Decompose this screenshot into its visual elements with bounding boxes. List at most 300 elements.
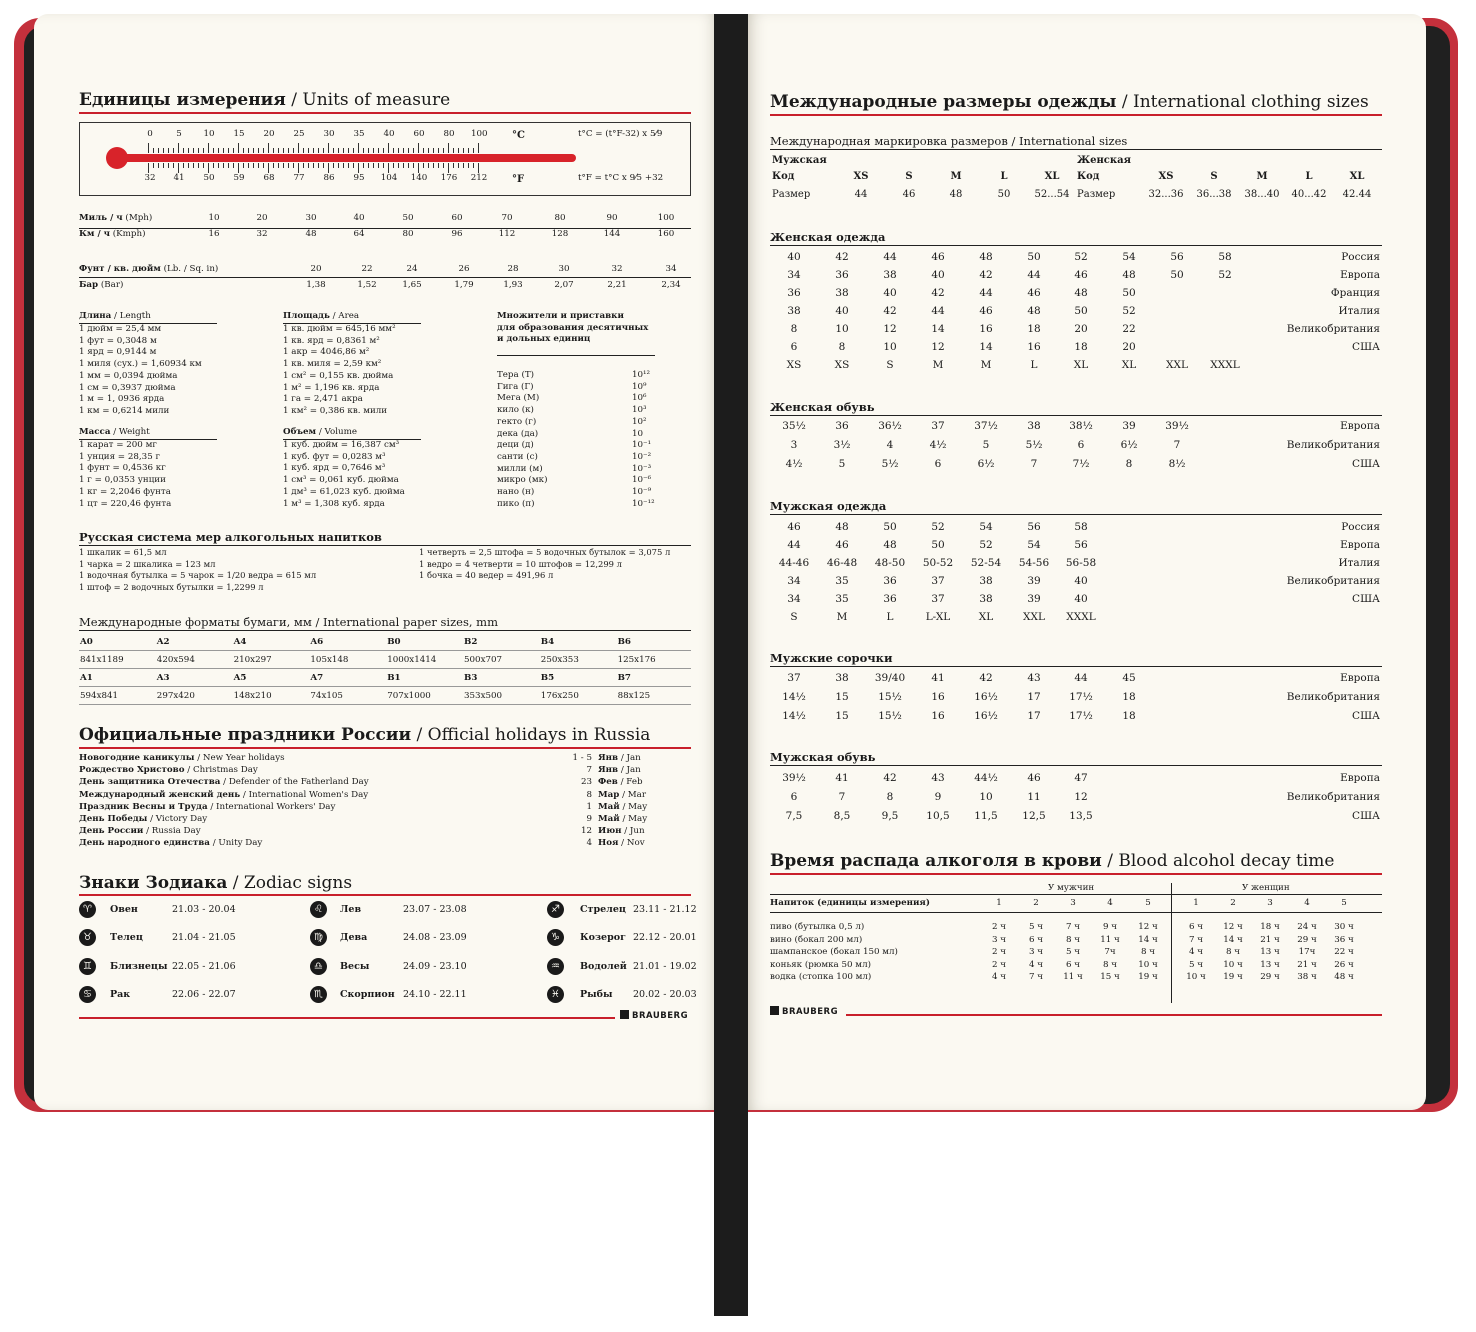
size-cell: 5 bbox=[982, 439, 990, 451]
size-cell: 22 bbox=[1122, 323, 1136, 335]
holiday-day: 12 bbox=[580, 826, 592, 837]
size-cell: 34 bbox=[787, 269, 801, 281]
holiday-ru: День защитника Отечества bbox=[79, 777, 221, 788]
paper-sizes-title: Международные форматы бумаги, мм / International paper sizes, mm bbox=[79, 615, 498, 629]
fahrenheit-formula: t°F = t°C x 9⁄5 +32 bbox=[578, 173, 664, 183]
speed-value: 70 bbox=[501, 213, 513, 223]
size-cell: 36 bbox=[883, 575, 897, 587]
size-cell: 6½ bbox=[1120, 439, 1138, 451]
speed-unit-en: (Kmph) bbox=[110, 229, 146, 239]
women-decay-time: 19 ч bbox=[1223, 972, 1243, 982]
area-row: 1 кв. ярд = 0,8361 м² bbox=[283, 335, 380, 346]
speed-value: 60 bbox=[451, 213, 463, 223]
pressure-value: 34 bbox=[665, 264, 677, 274]
size-cell: S bbox=[790, 611, 798, 623]
women-decay-time: 29 ч bbox=[1297, 934, 1317, 945]
women-decay-time: 13 ч bbox=[1260, 947, 1280, 957]
pressure-value: 1,93 bbox=[503, 280, 523, 290]
prefix-name: деци (д) bbox=[497, 440, 534, 451]
tick-mark bbox=[453, 148, 454, 153]
tick-mark bbox=[373, 148, 374, 153]
size-cell: 36 bbox=[787, 287, 801, 299]
holiday-ru: Праздник Весны и Труда bbox=[79, 801, 208, 812]
size-cell: 50-52 bbox=[922, 557, 954, 569]
divider bbox=[770, 666, 1382, 667]
tick-mark bbox=[363, 163, 364, 168]
area-row: 1 см² = 0,155 кв. дюйма bbox=[283, 370, 394, 381]
tick-mark bbox=[388, 163, 389, 173]
tick-mark bbox=[343, 148, 344, 153]
size-cell: 58 bbox=[1218, 251, 1232, 263]
right-page bbox=[746, 14, 1426, 1110]
men_shirts-title: Мужские сорочки bbox=[770, 651, 893, 665]
tick-mark bbox=[303, 163, 304, 168]
volume-row: 1 м³ = 1,308 куб. ярда bbox=[283, 498, 385, 509]
volume-row: 1 дм³ = 61,023 куб. дюйма bbox=[283, 486, 405, 497]
size-cell: 54 bbox=[1027, 539, 1041, 551]
celsius-tick-marks bbox=[148, 143, 482, 153]
size-cell: XL bbox=[978, 611, 994, 623]
pressure-value: 2,07 bbox=[554, 280, 574, 290]
pressure-value: 28 bbox=[507, 264, 519, 274]
size-cell: 35 bbox=[835, 575, 849, 587]
celsius-tick-label: 25 bbox=[293, 129, 305, 139]
prefix-factor: 10⁻⁶ bbox=[632, 475, 652, 486]
tick-mark bbox=[353, 148, 354, 153]
zodiac-sign-icon: ♋ bbox=[79, 986, 96, 1003]
drink-name: коньяк (рюмка 50 мл) bbox=[770, 959, 871, 970]
size-cell: XL bbox=[1073, 359, 1089, 371]
paper-cell: 250x353 bbox=[540, 655, 579, 665]
size-cell: 40 bbox=[931, 269, 945, 281]
women-decay-time: 24 ч bbox=[1297, 922, 1317, 932]
divider bbox=[770, 514, 1382, 515]
paper-cell: 176x250 bbox=[540, 691, 579, 701]
size-cell: 46 bbox=[931, 251, 945, 263]
holiday-month-ru: Янв bbox=[598, 765, 619, 776]
size-cell: 16 bbox=[931, 691, 945, 703]
pressure-row-label bbox=[79, 264, 218, 276]
speed-value: 40 bbox=[353, 213, 365, 223]
size-cell: 52 bbox=[1074, 251, 1088, 263]
tick-mark bbox=[378, 163, 379, 168]
drink-name: шампанское (бокал 150 мл) bbox=[770, 947, 898, 957]
size-cell: 38 bbox=[835, 287, 849, 299]
speed-row-label bbox=[79, 213, 152, 225]
paper-cell: 297x420 bbox=[156, 691, 195, 701]
zodiac-dates: 24.10 - 22.11 bbox=[403, 988, 467, 1000]
length-row: 1 см = 0,3937 дюйма bbox=[79, 382, 176, 393]
size-cell: 5½ bbox=[1025, 439, 1043, 451]
holiday-month-en: / Feb bbox=[617, 777, 643, 788]
length-row: 1 мм = 0,0394 дюйма bbox=[79, 370, 178, 381]
size-cell: 42 bbox=[835, 251, 849, 263]
zodiac-name: Скорпион bbox=[340, 988, 395, 1000]
country-label: Россия bbox=[1341, 521, 1380, 533]
volume-row: 1 куб. ярд = 0,7646 м³ bbox=[283, 463, 386, 474]
size-cell: 8½ bbox=[1168, 458, 1186, 470]
holiday-month bbox=[598, 777, 643, 789]
zodiac-name: Рак bbox=[110, 988, 131, 1000]
size-cell: 44 bbox=[883, 251, 897, 263]
tick-mark bbox=[363, 148, 364, 153]
holiday-row bbox=[79, 826, 201, 838]
size-cell: 42 bbox=[979, 672, 993, 684]
mass-row: 1 цт = 220,46 фунта bbox=[79, 498, 172, 509]
country-label: Италия bbox=[1338, 305, 1380, 317]
tick-mark bbox=[233, 163, 234, 168]
speed-row-label bbox=[79, 229, 145, 241]
men-code: S bbox=[905, 171, 913, 182]
men-decay-time: 5 ч bbox=[1065, 947, 1081, 957]
speed-value: 20 bbox=[256, 213, 268, 223]
holiday-month-en: / May bbox=[619, 814, 648, 824]
men-size-label: Размер bbox=[772, 189, 811, 200]
women-decay-time: 14 ч bbox=[1223, 934, 1243, 945]
length-row: 1 миля (сух.) = 1,60934 км bbox=[79, 359, 202, 370]
hour-header: 5 bbox=[1341, 898, 1347, 908]
pressure-value: 1,65 bbox=[402, 280, 422, 290]
tick-mark bbox=[383, 148, 384, 153]
paper-cell: B7 bbox=[617, 673, 631, 683]
length-row: 1 ярд = 0,9144 м bbox=[79, 347, 157, 358]
celsius-tick-label: 0 bbox=[147, 129, 153, 139]
bookmark-ribbon[interactable] bbox=[714, 14, 748, 1316]
size-cell: 50 bbox=[1170, 269, 1184, 281]
tick-mark bbox=[433, 163, 434, 168]
paper-cell: A7 bbox=[310, 673, 324, 683]
tick-mark bbox=[193, 163, 194, 168]
holiday-en: / Unity Day bbox=[209, 838, 263, 849]
tick-mark bbox=[308, 163, 309, 168]
tick-mark bbox=[388, 143, 389, 153]
size-cell: 10 bbox=[883, 341, 897, 353]
speed-value: 112 bbox=[498, 229, 516, 239]
area-row: 1 акр = 4046,86 м² bbox=[283, 347, 370, 358]
women_clothing-title: Женская одежда bbox=[770, 230, 886, 244]
fahrenheit-tick-label: 104 bbox=[380, 173, 398, 183]
zodiac-dates: 24.08 - 23.09 bbox=[403, 932, 467, 944]
tick-mark bbox=[343, 163, 344, 168]
holiday-row bbox=[79, 838, 262, 850]
holidays-title: Официальные праздники России / Official holidays in Russia bbox=[79, 725, 651, 745]
size-cell: 7½ bbox=[1072, 458, 1090, 470]
size-cell: 4 bbox=[886, 439, 894, 451]
speed-unit-en: (Mph) bbox=[122, 213, 153, 223]
pressure-value: 1,38 bbox=[306, 280, 326, 290]
tick-mark bbox=[203, 163, 204, 168]
holiday-row bbox=[79, 777, 369, 789]
zodiac-sign-icon: ♐ bbox=[547, 901, 564, 918]
size-cell: XS bbox=[834, 359, 850, 371]
tick-mark bbox=[288, 148, 289, 153]
fahrenheit-tick-label: 212 bbox=[470, 173, 488, 183]
paper-cell: A4 bbox=[233, 637, 247, 647]
zodiac-name: Лев bbox=[340, 904, 362, 915]
size-cell: 17 bbox=[1027, 691, 1041, 703]
fahrenheit-tick-label: 77 bbox=[293, 173, 305, 183]
women-decay-time: 38 ч bbox=[1297, 972, 1317, 982]
divider bbox=[497, 355, 655, 356]
tick-mark bbox=[313, 163, 314, 168]
prefix-factor: 10⁻¹² bbox=[632, 498, 655, 509]
size-cell: 14 bbox=[931, 323, 945, 335]
women-decay-time: 7 ч bbox=[1188, 934, 1204, 945]
tick-mark bbox=[163, 148, 164, 153]
size-cell: 50 bbox=[1074, 305, 1088, 317]
paper-cell: B3 bbox=[464, 673, 478, 683]
holiday-en: / Russia Day bbox=[143, 826, 201, 837]
pressure-value: 26 bbox=[458, 264, 470, 274]
holiday-month-ru: Фев bbox=[598, 777, 618, 788]
speed-unit-label: Км / ч bbox=[79, 229, 111, 239]
tick-mark bbox=[438, 163, 439, 168]
paper-cell: 841x1189 bbox=[80, 655, 124, 665]
prefix-factor: 10¹² bbox=[632, 370, 651, 380]
paper-cell: 707x1000 bbox=[387, 691, 431, 701]
paper-cell: 105x148 bbox=[310, 655, 349, 665]
pressure-value: 2,21 bbox=[607, 280, 627, 290]
tick-mark bbox=[223, 163, 224, 168]
size-cell: 40 bbox=[1074, 575, 1088, 587]
tick-mark bbox=[228, 148, 229, 153]
tick-mark bbox=[463, 148, 464, 153]
men-decay-time: 4 ч bbox=[1028, 959, 1044, 970]
prefixes-title: Множители и приставки bbox=[497, 311, 624, 321]
tick-mark bbox=[228, 163, 229, 168]
tick-mark bbox=[238, 163, 239, 173]
women-decay-time: 21 ч bbox=[1297, 959, 1317, 970]
men-decay-time: 11 ч bbox=[1100, 934, 1120, 945]
size-cell: 38 bbox=[1027, 420, 1041, 432]
holiday-month-en: / Nov bbox=[618, 838, 645, 849]
fahrenheit-tick-label: 176 bbox=[440, 173, 458, 183]
paper-cell: 420x594 bbox=[156, 655, 195, 665]
size-cell: 7,5 bbox=[785, 810, 803, 822]
tick-mark bbox=[323, 163, 324, 168]
women-decay-time: 36 ч bbox=[1334, 934, 1354, 945]
celsius-tick-label: 15 bbox=[233, 129, 245, 139]
zodiac-sign-icon: ♏ bbox=[310, 986, 327, 1003]
tick-mark bbox=[253, 163, 254, 168]
tick-mark bbox=[423, 148, 424, 153]
size-cell: 46-48 bbox=[826, 557, 858, 569]
tick-mark bbox=[338, 148, 339, 153]
holiday-ru: Новогодние каникулы bbox=[79, 753, 195, 763]
tick-mark bbox=[283, 148, 284, 153]
size-cell: XXL bbox=[1166, 359, 1188, 371]
zodiac-sign-icon: ♎ bbox=[310, 958, 327, 975]
tick-mark bbox=[248, 163, 249, 168]
left-page bbox=[34, 14, 720, 1110]
size-cell: 5 bbox=[838, 458, 846, 470]
thermometer-bar bbox=[120, 154, 576, 162]
men-decay-time: 14 ч bbox=[1138, 934, 1158, 945]
men-decay-time: 7 ч bbox=[1028, 972, 1044, 982]
country-label: Великобритания bbox=[1286, 691, 1380, 703]
tick-mark bbox=[378, 148, 379, 153]
celsius-tick-label: 60 bbox=[413, 129, 425, 139]
women-size: 40...42 bbox=[1291, 189, 1327, 200]
size-cell: 39 bbox=[1027, 575, 1041, 587]
size-cell: 12,5 bbox=[1022, 810, 1046, 822]
prefix-name: дека (да) bbox=[497, 428, 539, 439]
size-cell: 36 bbox=[835, 269, 849, 281]
women-label: Женская bbox=[1077, 155, 1131, 166]
women-decay-time: 17ч bbox=[1298, 947, 1316, 957]
country-label: США bbox=[1352, 810, 1380, 822]
size-cell: 12 bbox=[931, 341, 945, 353]
tick-mark bbox=[298, 163, 299, 173]
women-size: 42.44 bbox=[1342, 189, 1372, 200]
women-decay-time: 30 ч bbox=[1334, 922, 1354, 932]
divider bbox=[770, 765, 1382, 766]
tick-mark bbox=[478, 143, 479, 153]
tick-mark bbox=[208, 143, 209, 153]
women-code: L bbox=[1305, 171, 1313, 182]
men-decay-time: 2 ч bbox=[991, 922, 1007, 932]
volume-title bbox=[283, 427, 357, 439]
prefix-name: кило (к) bbox=[497, 405, 534, 416]
fahrenheit-tick-label: 95 bbox=[353, 173, 365, 183]
size-cell: 3 bbox=[790, 439, 798, 451]
size-cell: 44 bbox=[1027, 269, 1041, 281]
size-cell: 47 bbox=[1074, 772, 1088, 784]
zodiac-dates: 22.05 - 21.06 bbox=[172, 960, 236, 972]
zodiac-dates: 21.01 - 19.02 bbox=[633, 960, 697, 972]
size-cell: 44 bbox=[931, 305, 945, 317]
tick-mark bbox=[203, 148, 204, 153]
tick-mark bbox=[293, 148, 294, 153]
size-cell: 3½ bbox=[833, 439, 851, 451]
area-title-en: / Area bbox=[329, 311, 360, 321]
zodiac-sign-icon: ♑ bbox=[547, 929, 564, 946]
prefix-factor: 10⁻³ bbox=[632, 463, 652, 474]
tick-mark bbox=[273, 148, 274, 153]
paper-cell: 353x500 bbox=[464, 691, 503, 701]
tick-mark bbox=[463, 163, 464, 168]
mass-row: 1 фунт = 0,4536 кг bbox=[79, 463, 166, 474]
size-cell: 39 bbox=[1027, 593, 1041, 605]
tick-mark bbox=[183, 163, 184, 168]
tick-mark bbox=[263, 163, 264, 168]
size-cell: 38 bbox=[979, 593, 993, 605]
zodiac-dates: 23.07 - 23.08 bbox=[403, 904, 467, 915]
units-title: Единицы измерения / Units of measure bbox=[79, 90, 451, 110]
prefix-factor: 10⁻¹ bbox=[632, 440, 652, 451]
size-cell: 48 bbox=[835, 521, 849, 533]
size-cell: 18 bbox=[1122, 691, 1136, 703]
size-cell: 6 bbox=[934, 458, 942, 470]
holiday-month-ru: Июн bbox=[598, 826, 622, 837]
zodiac-sign-icon: ♈ bbox=[79, 901, 96, 918]
speed-value: 80 bbox=[402, 229, 414, 239]
tick-mark bbox=[193, 148, 194, 153]
speed-value: 128 bbox=[551, 229, 569, 239]
size-cell: 4½ bbox=[785, 458, 803, 470]
women-decay-time: 10 ч bbox=[1223, 959, 1243, 970]
men-code-label: Код bbox=[772, 171, 795, 182]
prefix-factor: 10⁻⁹ bbox=[632, 487, 652, 497]
zodiac-name: Козерог bbox=[580, 932, 626, 944]
country-label: Европа bbox=[1340, 772, 1380, 784]
speed-value: 64 bbox=[353, 229, 365, 239]
holiday-month bbox=[598, 753, 641, 765]
size-cell: 18 bbox=[1027, 323, 1041, 335]
prefix-name: Тера (Т) bbox=[497, 370, 535, 380]
prefix-name: пико (п) bbox=[497, 498, 535, 509]
size-cell: 8,5 bbox=[833, 810, 851, 822]
zodiac-sign-icon: ♊ bbox=[79, 958, 96, 975]
size-cell: 48 bbox=[1027, 305, 1041, 317]
intl-sizes-title: Международная маркировка размеров / International sizes bbox=[770, 134, 1128, 148]
tick-mark bbox=[328, 143, 329, 153]
mass-row: 1 кг = 2,2046 фунта bbox=[79, 486, 171, 497]
tick-mark bbox=[428, 148, 429, 153]
paper-cell: 88x125 bbox=[617, 691, 651, 701]
hour-header: 3 bbox=[1267, 898, 1273, 908]
tick-mark bbox=[373, 163, 374, 168]
holiday-row bbox=[79, 753, 285, 765]
country-label: США bbox=[1352, 341, 1380, 353]
tick-mark bbox=[308, 148, 309, 153]
tick-mark bbox=[258, 163, 259, 168]
fahrenheit-tick-marks bbox=[148, 163, 482, 173]
prefix-name: микро (мк) bbox=[497, 475, 548, 486]
tick-mark bbox=[238, 143, 239, 153]
paper-cell: B4 bbox=[540, 637, 555, 647]
paper-cell: A5 bbox=[233, 673, 247, 683]
women-code: XS bbox=[1158, 171, 1174, 182]
men-label: Мужская bbox=[772, 155, 827, 166]
pressure-unit-en: (Lb. / Sq. in) bbox=[160, 264, 219, 274]
zodiac-name: Овен bbox=[110, 904, 138, 915]
women-decay-time: 6 ч bbox=[1188, 922, 1204, 932]
mass-row: 1 унция = 28,35 г bbox=[79, 451, 161, 462]
women-decay-time: 26 ч bbox=[1334, 959, 1354, 970]
size-cell: 10 bbox=[979, 791, 993, 803]
size-cell: 44 bbox=[787, 539, 801, 551]
celsius-tick-label: 30 bbox=[323, 129, 335, 139]
size-cell: 16 bbox=[1027, 341, 1041, 353]
tick-mark bbox=[243, 163, 244, 168]
zodiac-title: Знаки Зодиака / Zodiac signs bbox=[79, 873, 353, 893]
size-cell: 17½ bbox=[1069, 691, 1093, 703]
zodiac-name: Телец bbox=[110, 932, 143, 944]
zodiac-dates: 22.12 - 20.01 bbox=[633, 932, 697, 944]
zodiac-name: Дева bbox=[340, 932, 368, 944]
size-cell: 48 bbox=[1074, 287, 1088, 299]
men-decay-time: 6 ч bbox=[1065, 959, 1081, 970]
country-label: Великобритания bbox=[1286, 575, 1380, 587]
pressure-value: 2,34 bbox=[661, 280, 681, 290]
tick-mark bbox=[303, 148, 304, 153]
size-cell: 54 bbox=[979, 521, 993, 533]
tick-mark bbox=[353, 163, 354, 168]
size-cell: 6 bbox=[790, 791, 798, 803]
zodiac-name: Стрелец bbox=[580, 904, 626, 915]
tick-mark bbox=[358, 143, 359, 153]
tick-mark bbox=[393, 163, 394, 168]
pressure-unit-label: Бар bbox=[79, 280, 99, 290]
tick-mark bbox=[468, 148, 469, 153]
size-cell: L bbox=[1030, 359, 1038, 371]
tick-mark bbox=[428, 163, 429, 168]
size-cell: 20 bbox=[1074, 323, 1088, 335]
size-cell: XL bbox=[1121, 359, 1137, 371]
prefix-name: милли (м) bbox=[497, 463, 543, 474]
size-cell: 54-56 bbox=[1018, 557, 1050, 569]
